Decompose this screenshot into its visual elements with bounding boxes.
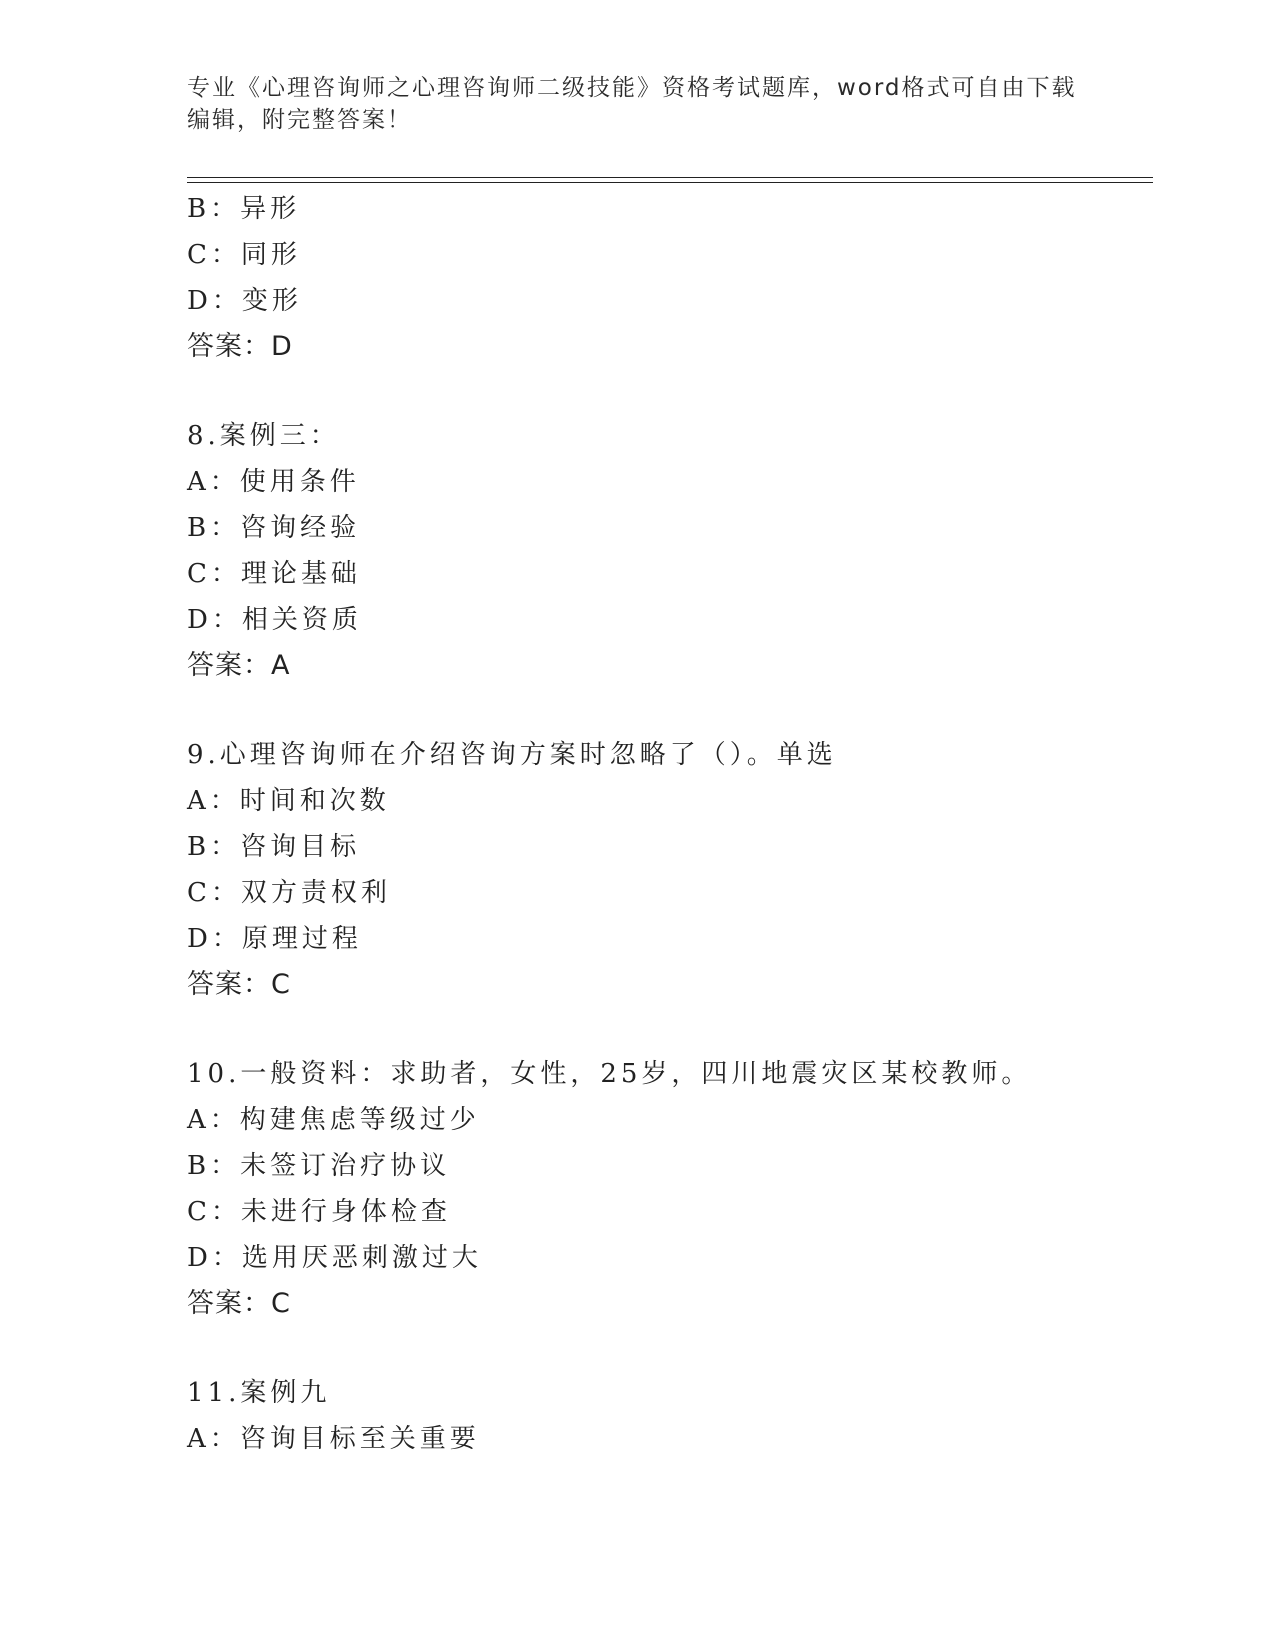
option-line: A：使用条件 xyxy=(187,467,360,497)
question-title: 11.案例九 xyxy=(187,1378,331,1408)
answer-line: 答案：C xyxy=(187,969,291,1000)
option-line: A：咨询目标至关重要 xyxy=(187,1424,480,1454)
document-header xyxy=(187,72,1087,136)
option-line: B：咨询经验 xyxy=(187,513,361,543)
header-rule-top xyxy=(187,177,1153,178)
question-title: 10.一般资料：求助者，女性，25岁，四川地震灾区某校教师。 xyxy=(187,1059,1032,1089)
option-line: D：变形 xyxy=(187,286,302,316)
option-line: D：原理过程 xyxy=(187,924,362,954)
question-title: 9.心理咨询师在介绍咨询方案时忽略了（）。单选 xyxy=(187,740,837,770)
option-line: C：同形 xyxy=(187,240,301,270)
option-line: A：构建焦虑等级过少 xyxy=(187,1105,480,1135)
option-line: C：双方责权利 xyxy=(187,878,391,908)
option-line: D：相关资质 xyxy=(187,605,362,635)
option-line: B：未签订治疗协议 xyxy=(187,1151,451,1181)
question-list xyxy=(187,186,1153,1462)
option-line: D：选用厌恶刺激过大 xyxy=(187,1243,482,1273)
option-line: C：理论基础 xyxy=(187,559,361,589)
header-line-1: 专业《心理咨询师之心理咨询师二级技能》资格考试题库，word格式可自由下载 xyxy=(187,75,1077,101)
option-line: A：时间和次数 xyxy=(187,786,390,816)
answer-line: 答案：D xyxy=(187,331,293,362)
answer-line: 答案：A xyxy=(187,650,291,681)
option-line: C：未进行身体检查 xyxy=(187,1197,451,1227)
question-title: 8.案例三： xyxy=(187,421,340,451)
option-line: B：咨询目标 xyxy=(187,832,361,862)
option-line: B：异形 xyxy=(187,194,301,224)
header-line-2: 编辑，附完整答案！ xyxy=(187,107,412,133)
answer-line: 答案：C xyxy=(187,1288,291,1319)
header-rule-bottom xyxy=(187,182,1153,183)
